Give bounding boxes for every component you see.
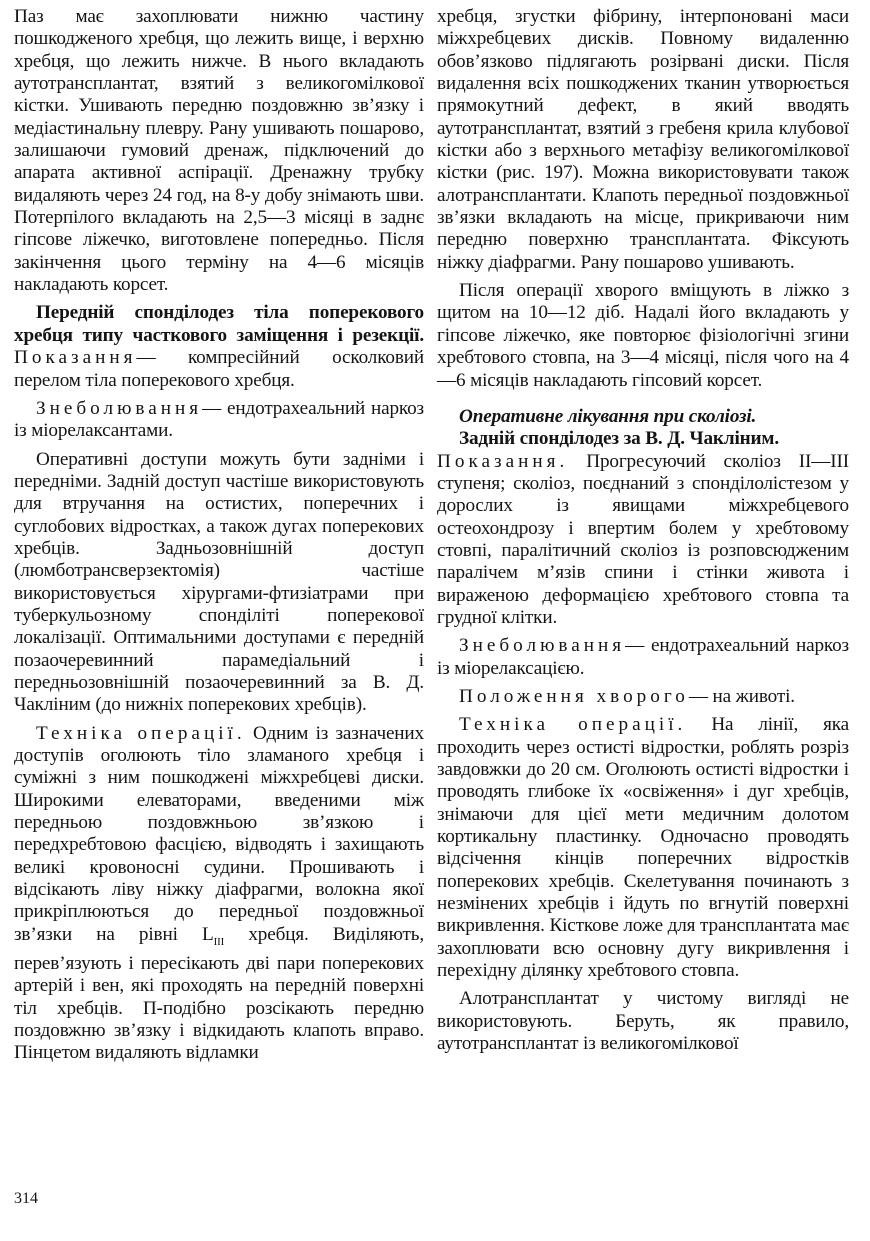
paragraph-technique [14,723,424,1065]
indications-label: Показання. [437,450,569,472]
paragraph-anesthesia [14,398,424,443]
right-column [437,6,849,1061]
paragraph-text: Після операції хворого вміщують в ліжко з щитом на 10—12 діб. Надалі його вкладають у гіпсове ліжечко, яке повторює фізіологічні згини хребтового стовпа, на 3—4 місяці, після чого на 4—6 місяців накладають гіпсовий корсет. [437,280,849,391]
section-heading: Оперативне лікування при сколіозі. [459,405,757,427]
paragraph-text: — ендотрахеальний наркоз із міорелаксантами. [14,397,424,442]
page-number: 314 [14,1190,38,1207]
paragraph-technique-2 [437,714,849,982]
paragraph-chaklin [437,428,849,629]
paragraph-text: — ендотрахеальний наркоз із міорелаксацією. [437,635,849,679]
paragraph-text: Одним із зазначених доступів оголюють тіло зламаного хребця і суміжні з ним пошкоджені міжхребцеві диски. Широкими елеваторами, введеними між передньою поздовжньою зв’язкою і передхребтовою фасцією, відводять і захищають великі кровоносні судини. Прошивають і відсікають ліву ніжку діафрагми, волокна якої прикріплюються до передньої поздовжньої зв’язки на рівні L [14,722,424,945]
position-label: Положення хворого [459,685,689,707]
paragraph-anterior-fusion [14,302,424,391]
paragraph-text: На лінії, яка проходить через остисті відростки, роблять розріз завдовжки до 20 см. Оголюють остисті відростки і проводять глибоке їх «освіження» і дуг хребців, знімаючи для цієї мети медичним долотом кортикальну пластинку. Одночасно проводять відсічення кінців поперечних відростків поперекових хребців. Скелетування починають з незмінених хребців і йдуть по вгнутій поверхні викривлення. Кісткове ложе для трансплантата має захоплювати всю основну дугу викривлення і перехідну ділянку хребтового стовпа. [437,714,849,982]
paragraph-postoperative [437,280,849,392]
paragraph-position [437,686,849,708]
paragraph-text: Прогресуючий сколіоз II—III ступеня; сколіоз, поєднаний з спонділолістезом у дорослих із явищами міжхребцевого остеохондрозу і впертим болем у хребтовому стовпі, паралітичний сколіоз із розповсюдженим паралічем м’язів спини і стінки живота і вираженою деформацією хребтового стовпа та грудної клітки. [437,450,849,628]
paragraph-allograft [437,988,849,1055]
paragraph-continued [437,6,849,274]
paragraph-text: — на животі. [688,685,795,707]
anesthesia-label: Знеболювання [36,397,203,419]
paragraph-text: Алотрансплантат у чистому вигляді не використовують. Беруть, як правило, аутотрансплантат із великогомілкової [437,988,849,1055]
paragraph-text: хребця. Виділяють, перев’язують і пересікають дві пари поперекових артерій і вен, які проходять на передній поверхні тіл хребців. П-подібно розсікають передню поздовжню зв’язку і відкидають клапоть вправо. Пінцетом видаляють відламки [14,923,424,1064]
technique-label: Техніка операції. [459,714,687,736]
subsection-heading: Задній спонділодез за В. Д. Чакліним. [459,428,780,450]
technique-label: Техніка операції. [36,722,246,744]
vertebra-subscript: III [213,935,225,948]
paragraph-approaches [14,449,424,717]
paragraph-fusion-end [14,6,424,296]
indications-label: Показання [14,347,137,369]
section-heading: Передній спонділодез тіла поперекового хребця типу часткового заміщення і резекції. [14,302,424,346]
paragraph-text: — компресійний осколковий перелом тіла поперекового хребця. [14,347,424,391]
paragraph-anesthesia-2 [437,635,849,680]
anesthesia-label: Знеболювання [459,635,626,657]
paragraph-text: Оперативні доступи можуть бути задніми і передніми. Задній доступ частіше використовують для втручання на остистих, поперечних і суглобових відростках, а також дугах поперекових хребців. Задньозовнішній доступ (люмботрансверзектомія) частіше використовується хірургами-фтизіатрами при туберкульозному спонділіті поперекової локалізації. Оптимальними доступами є передній позаочеревинний парамедіальний і передньозовнішній позаочеревинний за В. Д. Чакліним (до нижніх поперекових хребців). [14,448,424,716]
left-column [14,6,424,1071]
heading-scoliosis [437,406,849,428]
paragraph-text: хребця, згустки фібрину, інтерпоновані маси міжхребцевих дисків. Повному видаленню обов’язково підлягають розірвані диски. Після видалення всіх пошкоджених тканин утворюється прямокутний дефект, в який вводять аутотрансплантат, взятий з гребеня крила клубової кістки або з верхнього метафізу великогомілкової кістки (рис. 197). Можна використовувати також алотрансплантати. Клапоть передньої поздовжньої зв’язки вкладають на місце, прикриваючи ним передню поверхню трансплантата. Фіксують ніжку діафрагми. Рану пошарово ушивають. [437,6,849,273]
paragraph-text: Паз має захоплювати нижню частину пошкодженого хребця, що лежить вище, і верхню хребця, що лежить нижче. В нього вкладають аутотрансплантат, взятий з великогомілкової кістки. Ушивають передню поздовжню зв’язку і медіастинальну плевру. Рану ушивають пошарово, залишаючи гумовий дренаж, підключений до апарата активної аспірації. Дренажну трубку видаляють через 24 год, на 8-у добу знімають шви. Потерпілого вкладають на 2,5—3 місяці в заднє гіпсове ліжечко, виготовлене попередньо. Після закінчення цього терміну на 4—6 місяців накладають корсет. [14,6,424,296]
